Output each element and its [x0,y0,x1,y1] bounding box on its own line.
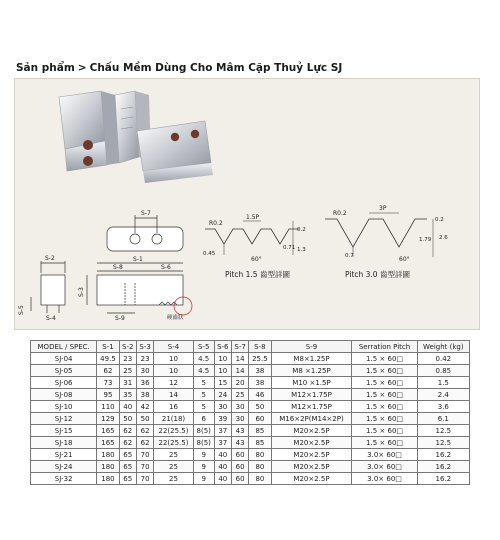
spec-cell: 35 [119,389,136,401]
spec-cell: 25 [154,473,194,485]
model-cell: SJ-04 [31,353,97,365]
spec-cell: 14 [231,365,248,377]
column-header: S-4 [154,341,194,353]
spec-cell: 3.0× 60□ [352,449,417,461]
spec-cell: 10 [214,365,231,377]
spec-cell: 22(25.5) [154,425,194,437]
spec-cell: 110 [97,401,119,413]
dim-label-s5: S-5 [18,305,25,315]
spec-cell: 50 [136,413,153,425]
spec-cell: 25.5 [249,353,271,365]
spec-cell: 43 [231,425,248,437]
spec-cell: 62 [136,425,153,437]
spec-cell: 85 [249,425,271,437]
spec-cell: 42 [136,401,153,413]
spec-cell: 180 [97,449,119,461]
dim-label-s6: S-6 [161,264,171,271]
spec-cell: 25 [154,461,194,473]
spec-cell: M20×2.5P [271,437,352,449]
spec-cell: 49.5 [97,353,119,365]
spec-cell: 14 [231,353,248,365]
spec-cell: 40 [214,449,231,461]
breadcrumb-root-link[interactable]: Sản phẩm [16,62,75,74]
spec-cell: 16.2 [417,461,469,473]
spec-cell: 60 [249,413,271,425]
spec-cell: 85 [249,437,271,449]
pitch30-caption: Pitch 3.0 齒型詳圖 [345,270,410,279]
column-header: S-6 [214,341,231,353]
spec-cell: 2.4 [417,389,469,401]
spec-cell: 3.6 [417,401,469,413]
spec-cell: 30 [136,365,153,377]
pitch30-d2-label: 0.7 [345,253,354,259]
spec-cell: 129 [97,413,119,425]
column-header: S-2 [119,341,136,353]
spec-cell: 70 [136,461,153,473]
spec-cell: M12×1.75P [271,389,352,401]
spec-cell: 12.5 [417,437,469,449]
spec-cell: M10 ×1.5P [271,377,352,389]
dim-label-s1: S-1 [133,256,143,263]
soft-jaw-photo [59,91,213,183]
breadcrumb-current: Chấu Mềm Dùng Cho Mâm Cặp Thuỷ Lực SJ [89,62,343,74]
spec-cell: 1.5 × 60□ [352,437,417,449]
column-header: Weight (kg) [417,341,469,353]
spec-cell: 6 [193,413,214,425]
pitch15-r-label: R0.2 [209,220,223,227]
spec-cell: 180 [97,473,119,485]
spec-table [30,340,470,485]
spec-cell: 95 [97,389,119,401]
spec-cell: 1.5 × 60□ [352,365,417,377]
spec-cell: 31 [119,377,136,389]
spec-cell: 70 [136,473,153,485]
spec-cell: 16 [154,401,194,413]
table-row [31,389,470,401]
spec-cell: 40 [214,473,231,485]
spec-cell: 6.1 [417,413,469,425]
spec-cell: 20 [231,377,248,389]
pitch30-d1-label: 0.2 [435,217,444,223]
spec-cell: 60 [231,461,248,473]
pitch15-d2-label: 0.45 [203,251,216,257]
spec-cell: 60 [231,449,248,461]
spec-cell: 12 [154,377,194,389]
spec-cell: 16.2 [417,449,469,461]
spec-cell: M20×2.5P [271,449,352,461]
table-row [31,425,470,437]
spec-cell: 40 [119,401,136,413]
table-row [31,401,470,413]
spec-cell: 22(25.5) [154,437,194,449]
spec-cell: 65 [119,473,136,485]
column-header: S-8 [249,341,271,353]
spec-cell: 38 [249,365,271,377]
spec-cell: 3.0× 60□ [352,473,417,485]
spec-cell: 62 [119,437,136,449]
pitch15-angle-label: 60° [251,256,262,263]
column-header: Serration Pitch [352,341,417,353]
spec-cell: 73 [97,377,119,389]
spec-cell: 1.5 × 60□ [352,425,417,437]
spec-cell: 23 [136,353,153,365]
column-header: S-9 [271,341,352,353]
spec-cell: 62 [119,425,136,437]
pitch30-pitch-label: 3P [379,205,387,212]
pitch15-d1-label: 0.2 [297,227,306,233]
spec-cell: 30 [214,401,231,413]
table-row [31,365,470,377]
spec-table-body [31,353,470,485]
spec-cell: 23 [119,353,136,365]
spec-cell: 70 [136,449,153,461]
spec-cell: 165 [97,425,119,437]
spec-cell: 38 [249,377,271,389]
spec-cell: 46 [249,389,271,401]
column-header: S-1 [97,341,119,353]
spec-cell: 15 [214,377,231,389]
spec-cell: M20×2.5P [271,461,352,473]
spec-cell: 25 [119,365,136,377]
spec-cell: 39 [214,413,231,425]
technical-drawing [15,79,479,329]
model-cell: SJ-18 [31,437,97,449]
spec-cell: 80 [249,461,271,473]
spec-cell: 9 [193,461,214,473]
spec-cell: 1.5 × 60□ [352,353,417,365]
spec-cell: 4.5 [193,353,214,365]
spec-cell: 36 [136,377,153,389]
table-row [31,449,470,461]
front-view-drawing [87,263,192,315]
spec-cell: 80 [249,449,271,461]
model-cell: SJ-12 [31,413,97,425]
dim-label-hardened: 硬齒狀 [167,315,184,321]
spec-cell: 16.2 [417,473,469,485]
spec-cell: 40 [214,461,231,473]
spec-cell: 50 [249,401,271,413]
model-cell: SJ-08 [31,389,97,401]
spec-cell: 25 [231,389,248,401]
pitch15-pitch-label: 1.5P [246,214,260,221]
spec-cell: 10 [154,353,194,365]
spec-cell: 10 [154,365,194,377]
spec-cell: 65 [119,449,136,461]
model-cell: SJ-15 [31,425,97,437]
table-row [31,437,470,449]
pitch15-d4-label: 1.3 [297,247,306,253]
spec-cell: 43 [231,437,248,449]
spec-cell: 37 [214,425,231,437]
spec-cell: M16×2P(M14×2P) [271,413,352,425]
column-header: S-7 [231,341,248,353]
spec-cell: 3.0× 60□ [352,461,417,473]
spec-cell: 30 [231,413,248,425]
spec-cell: 65 [119,461,136,473]
spec-cell: 50 [119,413,136,425]
spec-cell: 4.5 [193,365,214,377]
breadcrumb-separator: > [77,62,87,74]
dim-label-s4: S-4 [46,315,56,322]
spec-table-header-row [31,341,470,353]
top-view-drawing [107,215,183,251]
column-header: MODEL / SPEC. [31,341,97,353]
spec-cell: M8 ×1.25P [271,365,352,377]
spec-cell: 8(5) [193,437,214,449]
spec-cell: 80 [249,473,271,485]
table-row [31,461,470,473]
dim-label-s2: S-2 [45,255,55,262]
dim-label-s8: S-8 [113,264,123,271]
column-header: S-5 [193,341,214,353]
model-cell: SJ-32 [31,473,97,485]
spec-cell: 21(18) [154,413,194,425]
pitch15-d3-label: 0.71 [283,245,296,251]
spec-cell: 1.5 [417,377,469,389]
spec-cell: 60 [231,473,248,485]
spec-cell: 1.5 × 60□ [352,389,417,401]
page-breadcrumb [16,62,342,74]
dim-label-s7: S-7 [141,210,151,217]
dim-label-s9: S-9 [115,315,125,322]
dim-label-s3: S-3 [78,287,85,297]
spec-cell: 5 [193,389,214,401]
spec-cell: 1.5 × 60□ [352,377,417,389]
spec-cell: 25 [154,449,194,461]
spec-cell: 24 [214,389,231,401]
spec-cell: 12.5 [417,425,469,437]
model-cell: SJ-06 [31,377,97,389]
spec-cell: 62 [97,365,119,377]
spec-cell: 9 [193,449,214,461]
pitch30-d4-label: 2.6 [439,235,448,241]
spec-cell: 38 [136,389,153,401]
model-cell: SJ-21 [31,449,97,461]
pitch30-r-label: R0.2 [333,210,347,217]
spec-cell: 14 [154,389,194,401]
spec-cell: 1.5 × 60□ [352,413,417,425]
table-row [31,413,470,425]
model-cell: SJ-05 [31,365,97,377]
spec-cell: M8×1.25P [271,353,352,365]
spec-cell: 8(5) [193,425,214,437]
spec-cell: 30 [231,401,248,413]
column-header: S-3 [136,341,153,353]
spec-cell: 62 [136,437,153,449]
spec-cell: 1.5 × 60□ [352,401,417,413]
spec-cell: 5 [193,401,214,413]
spec-cell: 165 [97,437,119,449]
pitch15-caption: Pitch 1.5 齒型詳圖 [225,270,290,279]
pitch30-d3-label: 1.79 [419,237,432,243]
pitch30-tooth-profile [325,213,433,257]
spec-cell: M12×1.75P [271,401,352,413]
spec-cell: 37 [214,437,231,449]
table-row [31,353,470,365]
spec-cell: 9 [193,473,214,485]
spec-cell: 0.85 [417,365,469,377]
spec-cell: M20×2.5P [271,473,352,485]
model-cell: SJ-10 [31,401,97,413]
side-view-drawing [31,261,65,313]
pitch30-angle-label: 60° [399,256,410,263]
spec-cell: 10 [214,353,231,365]
spec-cell: 5 [193,377,214,389]
spec-cell: M20×2.5P [271,425,352,437]
spec-cell: 180 [97,461,119,473]
spec-cell: 0.42 [417,353,469,365]
table-row [31,377,470,389]
table-row [31,473,470,485]
product-drawing-panel [14,78,480,330]
model-cell: SJ-24 [31,461,97,473]
